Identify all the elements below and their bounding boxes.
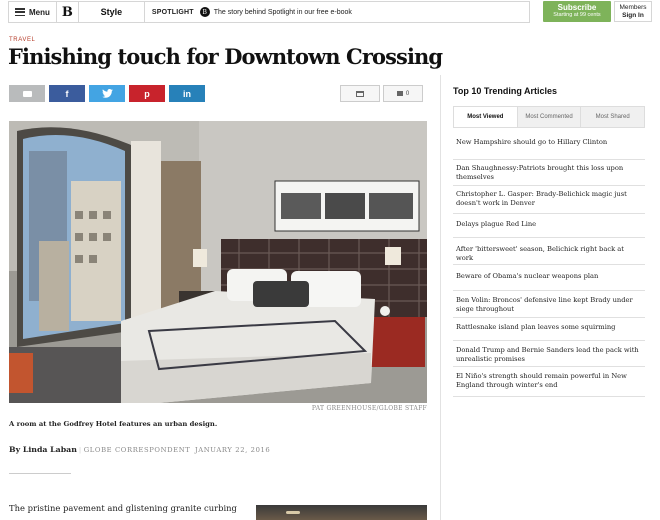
trending-article-link[interactable]: New Hampshire should go to Hillary Clinton xyxy=(453,132,645,160)
spotlight-text: The story behind Spotlight in our free e-book xyxy=(213,8,352,16)
byline-divider xyxy=(9,473,71,474)
sidebar-divider xyxy=(440,75,441,520)
trending-list xyxy=(453,132,645,397)
trending-article-link[interactable]: Rattlesnake island plan leaves some squirming xyxy=(453,318,645,341)
subscribe-label: Subscribe xyxy=(557,3,597,12)
members-label: Members xyxy=(619,4,647,11)
comment-bubble-icon xyxy=(397,91,403,96)
comment-count: 0 xyxy=(405,90,410,97)
trending-article-link[interactable]: Ben Volin: Broncos' defensive line kept Brady under siege throughout xyxy=(453,291,645,318)
menu-button[interactable] xyxy=(9,2,57,22)
trending-article-link[interactable]: After 'bittersweet' season, Belichick right back at work xyxy=(453,238,645,265)
hotel-room-photo xyxy=(9,121,427,403)
trending-tabs xyxy=(453,106,645,128)
byline xyxy=(9,445,270,454)
globe-logo-icon[interactable]: B xyxy=(57,2,79,22)
publish-date: JANUARY 22, 2016 xyxy=(194,446,271,454)
trending-article-link[interactable]: Dan Shaughnessy:Patriots brought this loss upon themselves xyxy=(453,160,645,186)
subscribe-button[interactable] xyxy=(543,1,611,22)
spotlight-promo[interactable] xyxy=(145,7,352,17)
trending-article-link[interactable]: Delays plague Red Line xyxy=(453,214,645,238)
subscribe-price: Starting at 99 cents xyxy=(553,12,601,18)
tab-most-shared[interactable]: Most Shared xyxy=(581,107,644,127)
comments-button[interactable] xyxy=(383,85,423,102)
share-linkedin-button[interactable] xyxy=(169,85,205,102)
spotlight-logo-icon: B xyxy=(200,7,210,17)
trending-title: Top 10 Trending Articles xyxy=(453,86,558,96)
share-facebook-button[interactable] xyxy=(49,85,85,102)
share-pinterest-button[interactable] xyxy=(129,85,165,102)
top-nav-bar xyxy=(8,1,530,23)
print-button[interactable] xyxy=(340,85,380,102)
sign-in-label: Sign In xyxy=(622,12,644,19)
spotlight-label: SPOTLIGHT xyxy=(151,8,194,16)
hamburger-icon xyxy=(15,8,25,16)
photo-credit: PAT GREENHOUSE/GLOBE STAFF xyxy=(311,405,427,412)
byline-separator: | xyxy=(78,446,82,454)
article-body-first-line: The pristine pavement and glistening granite curbing xyxy=(9,503,237,513)
envelope-icon xyxy=(23,91,32,97)
author-role: GLOBE CORRESPONDENT xyxy=(83,446,191,454)
share-twitter-button[interactable] xyxy=(89,85,125,102)
article-headline: Finishing touch for Downtown Crossing xyxy=(8,44,443,69)
article-main-photo[interactable] xyxy=(9,121,427,403)
linkedin-icon: in xyxy=(183,88,191,99)
share-email-button[interactable] xyxy=(9,85,45,102)
pinterest-icon: p xyxy=(144,88,150,99)
article-inline-photo[interactable] xyxy=(256,505,427,520)
ceiling-light-shape xyxy=(286,511,300,514)
tab-most-viewed[interactable]: Most Viewed xyxy=(454,107,518,127)
tab-most-commented[interactable]: Most Commented xyxy=(518,107,582,127)
members-sign-in-button[interactable] xyxy=(614,1,652,22)
trending-article-link[interactable]: Christopher L. Gasper: Brady-Belichick magic just doesn't work in Denver xyxy=(453,186,645,214)
printer-icon xyxy=(356,91,364,97)
twitter-bird-icon xyxy=(102,89,113,98)
trending-article-link[interactable]: Donald Trump and Bernie Sanders lead the pack with unrealistic promises xyxy=(453,341,645,367)
section-link-style[interactable]: Style xyxy=(79,2,145,22)
trending-article-link[interactable]: El Niño's strength should remain powerful in New England through winter's end xyxy=(453,367,645,397)
menu-label: Menu xyxy=(29,7,50,17)
photo-caption: A room at the Godfrey Hotel features an urban design. xyxy=(9,420,218,428)
section-kicker[interactable]: TRAVEL xyxy=(9,37,36,43)
author-name[interactable]: By Linda Laban xyxy=(9,445,77,454)
facebook-icon: f xyxy=(65,88,69,99)
trending-article-link[interactable]: Beware of Obama's nuclear weapons plan xyxy=(453,265,645,291)
